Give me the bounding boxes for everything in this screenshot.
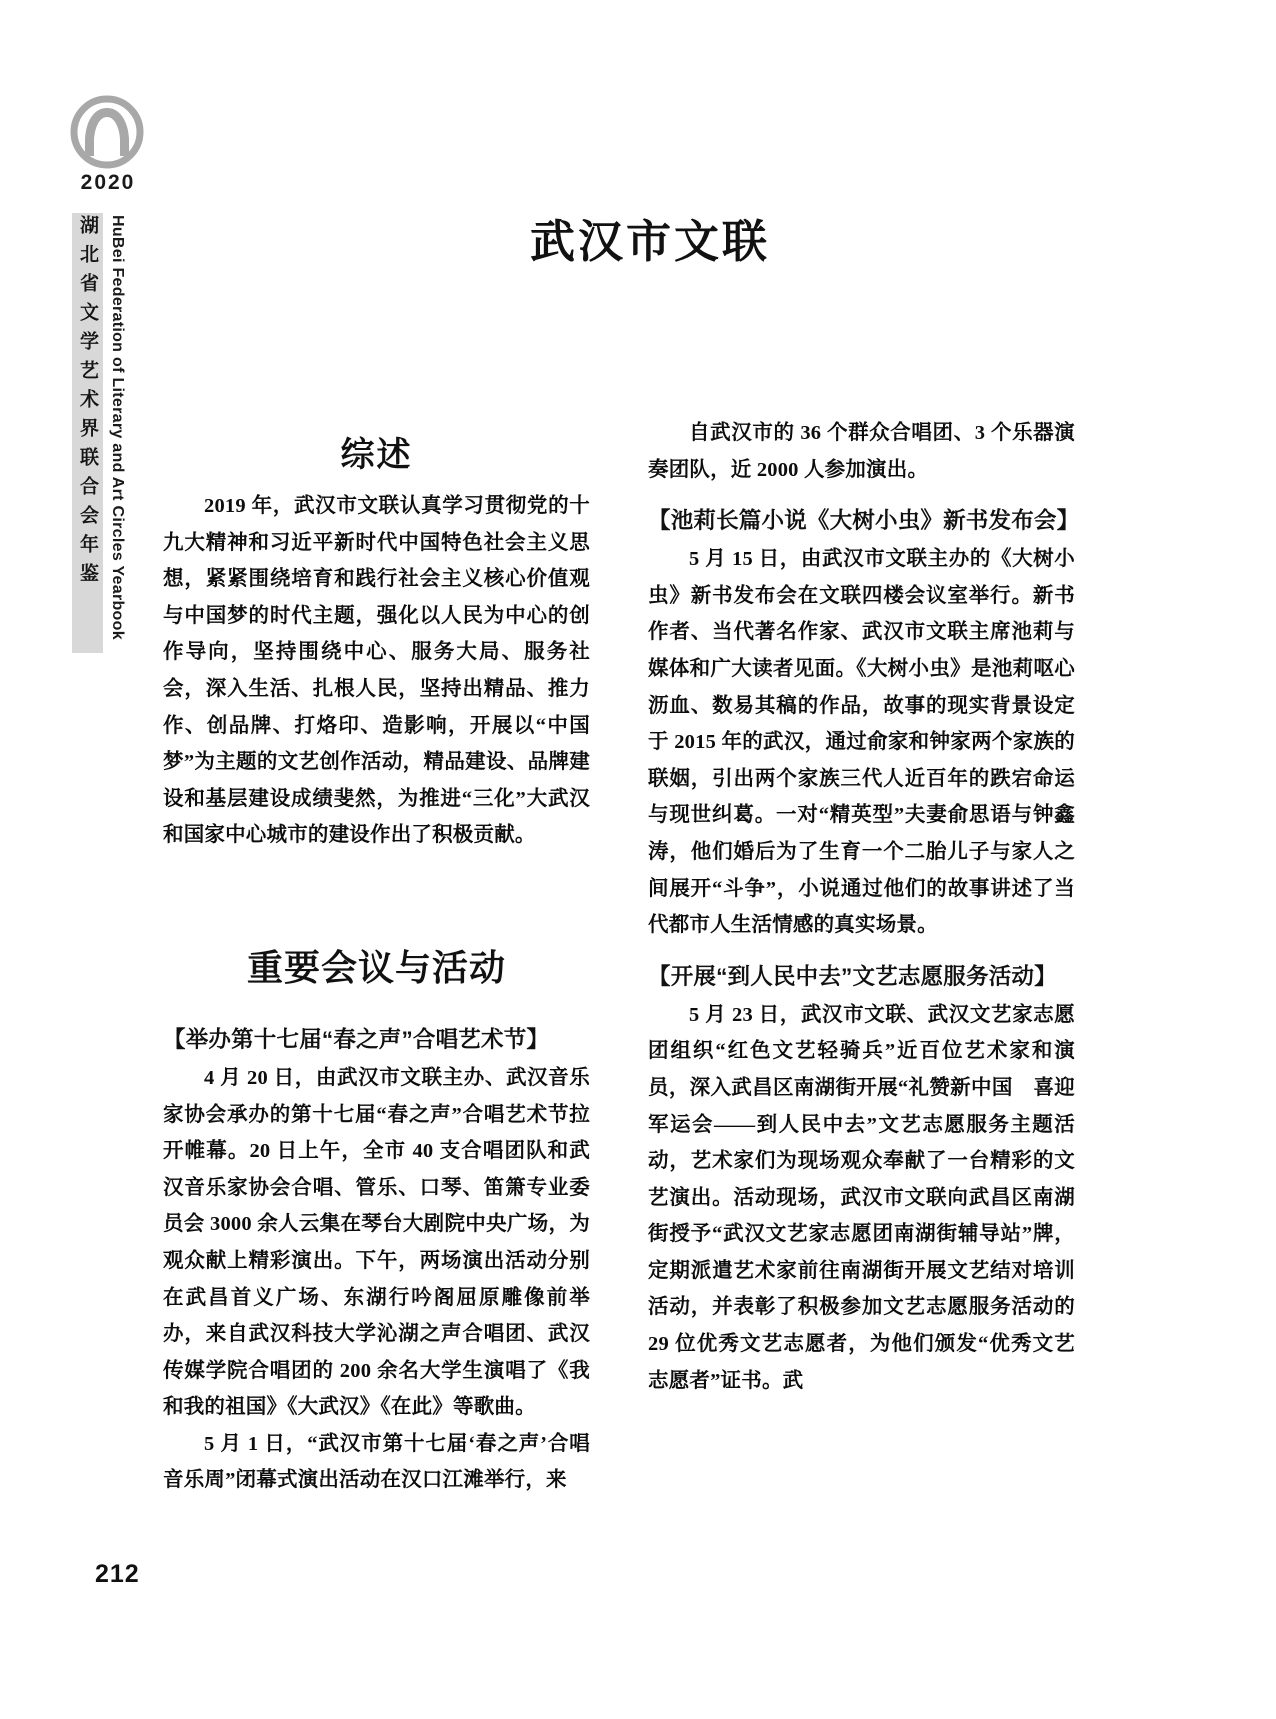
section-heading-meetings: 重要会议与活动 xyxy=(246,946,506,988)
page-number: 212 xyxy=(95,1560,140,1588)
section-heading-overview: 综述 xyxy=(340,437,413,474)
article-heading-to-the-people-volunteer-service: 【开展“到人民中去”文艺志愿服务活动】 xyxy=(648,963,1057,989)
continued-paragraph: 自武汉市的 36 个群众合唱团、3 个乐器演奏团队，近 2000 人参加演出。 xyxy=(648,422,1075,481)
article-heading-spring-voice-festival: 【举办第十七届“春之声”合唱艺术节】 xyxy=(163,1026,550,1052)
archway-emblem-icon xyxy=(70,95,144,169)
edition-year: 2020 xyxy=(80,171,136,194)
publisher-logo xyxy=(70,95,150,205)
spine-title-en: HuBei Federation of Literary and Art Circles Yearbook xyxy=(109,215,126,640)
article-2-paragraph: 5 月 15 日，由武汉市文联主办的《大树小虫》新书发布会在文联四楼会议室举行。新书作者、当代著名作家、武汉市文联主席池莉与媒体和广大读者见面。《大树小虫》是池莉呕心沥血、数易其稿的作品，故事的现实背景设定于 2015 年的武汉，通过俞家和钟家两个家族的联姻，引出两个家族三代人近百年的跌宕命运与现世纠葛。一对“精英型”夫妻俞思语与钟鑫涛，他们婚后为了生育一个二胎儿子与家人之间展开“斗争”，小说通过他们的故事讲述了当代都市人生活情感的真实场景。 xyxy=(648,548,1075,937)
page-title: 武汉市文联 xyxy=(529,217,770,267)
left-column xyxy=(163,415,590,1535)
right-column xyxy=(648,415,1080,1535)
article-3-paragraph: 5 月 23 日，武汉市文联、武汉文艺家志愿团组织“红色文艺轻骑兵”近百位艺术家和演员，深入武昌区南湖街开展“礼赞新中国 喜迎军运会——到人民中去”文艺志愿服务主题活动，艺术家们为现场观众奉献了一台精彩的文艺演出。活动现场，武汉市文联向武昌区南湖街授予“武汉文艺家志愿团南湖街辅导站”牌，定期派遣艺术家前往南湖街开展文艺结对培训活动，并表彰了积极参加文艺志愿服务活动的 29 位优秀文艺志愿者，为他们颁发“优秀文艺志愿者”证书。武 xyxy=(648,1003,1075,1392)
spine-title-cn: 湖北省文学艺术界联合会年鉴 xyxy=(77,215,98,592)
article-columns xyxy=(163,415,1080,1535)
article-1-paragraph-2: 5 月 1 日，“武汉市第十七届‘春之声’合唱音乐周”闭幕式演出活动在汉口江滩举行，来 xyxy=(163,1432,590,1492)
article-heading-chili-novel-launch: 【池莉长篇小说《大树小虫》新书发布会】 xyxy=(648,508,1080,534)
overview-paragraph: 2019 年，武汉市文联认真学习贯彻党的十九大精神和习近平新时代中国特色社会主义思想，紧紧围绕培育和践行社会主义核心价值观与中国梦的时代主题，强化以人民为中心的创作导向，坚持围绕中心、服务大局、服务社会，深入生活、扎根人民，坚持出精品、推力作、创品牌、打烙印、造影响，开展以“中国梦”为主题的文艺创作活动，精品建设、品牌建设和基层建设成绩斐然，为推进“三化”大武汉和国家中心城市的建设作出了积极贡献。 xyxy=(163,495,590,847)
article-1-paragraph-1: 4 月 20 日，由武汉市文联主办、武汉音乐家协会承办的第十七届“春之声”合唱艺术节拉开帷幕。20 日上午，全市 40 支合唱团队和武汉音乐家协会合唱、管乐、口琴、笛箫专业委员会 3000 余人云集在琴台大剧院中央广场，为观众献上精彩演出。下午，两场演出活动分别在武昌首义广场、东湖行吟阁屈原雕像前举办，来自武汉科技大学沁湖之声合唱团、武汉传媒学院合唱团的 200 余名大学生演唱了《我和我的祖国》《大武汉》《在此》等歌曲。 xyxy=(163,1066,590,1419)
